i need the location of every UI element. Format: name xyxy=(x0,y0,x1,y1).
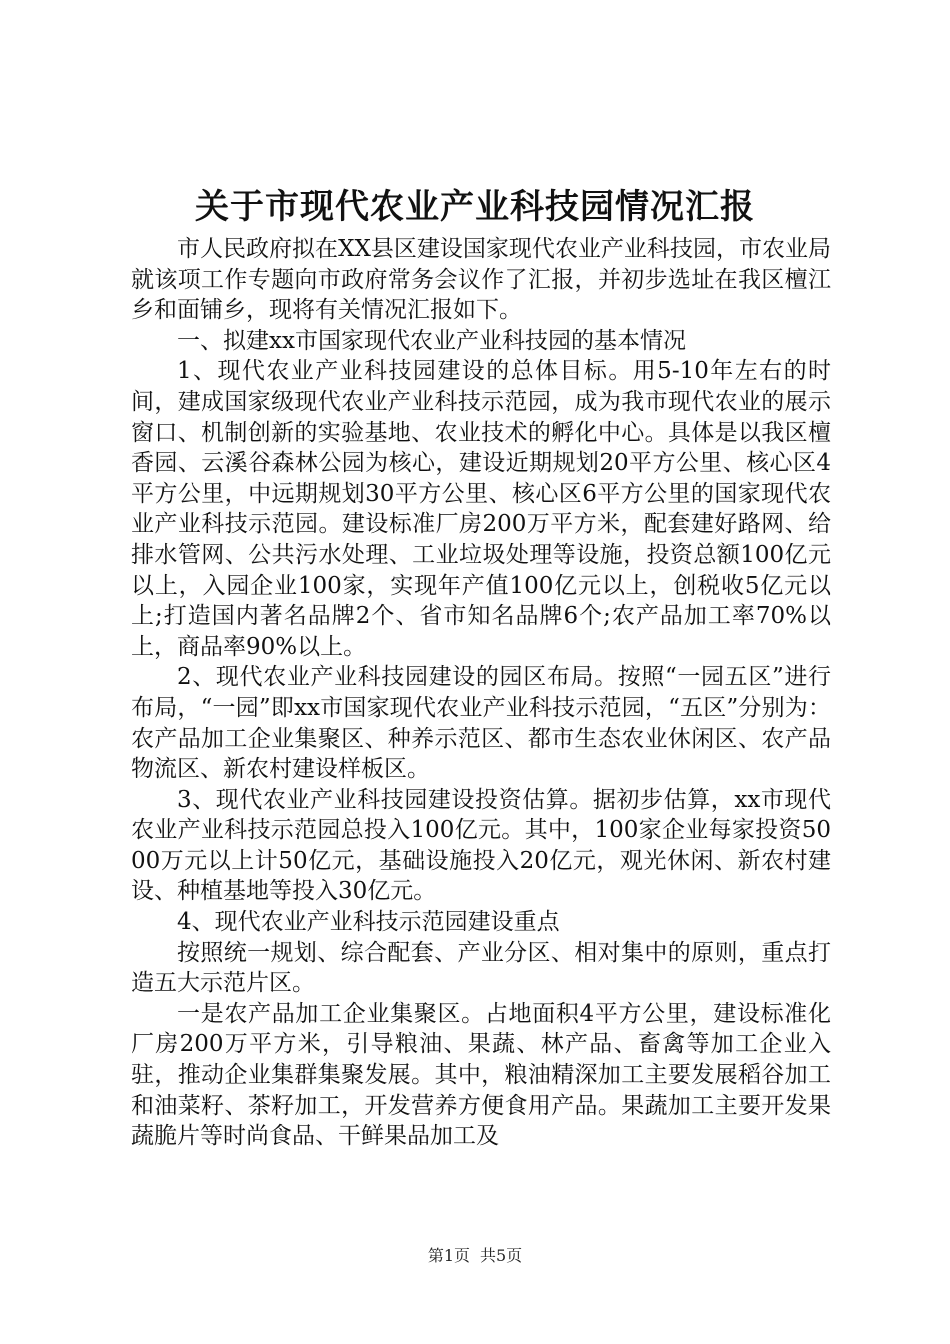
paragraph: 3、现代农业产业科技园建设投资估算。据初步估算，xx市现代农业产业科技示范园总投入100亿元。其中，100家企业每家投资5000万元以上计50亿元，基础设施投入20亿元，观光休闲、新农村建设、种植基地等投入30亿元。 xyxy=(131,786,831,905)
paragraph: 2、现代农业产业科技园建设的园区布局。按照“一园五区”进行布局，“一园”即xx市国家现代农业产业科技示范园，“五区”分别为：农产品加工企业集聚区、种养示范区、都市生态农业休闲区、农产品物流区、新农村建设样板区。 xyxy=(131,664,831,783)
document-body xyxy=(131,234,831,1152)
total-pages: 共5页 xyxy=(480,1246,523,1265)
document-title: 关于市现代农业产业科技园情况汇报 xyxy=(195,187,755,227)
paragraph: 一是农产品加工企业集聚区。占地面积4平方公里，建设标准化厂房200万平方米，引导粮油、果蔬、林产品、畜禽等加工企业入驻，推动企业集群集聚发展。其中，粮油精深加工主要发展稻谷加工和油菜籽、茶籽加工，开发营养方便食用产品。果蔬加工主要开发果蔬脆片等时尚食品、干鲜果品加工及 xyxy=(131,1000,831,1150)
subsection-heading: 4、现代农业产业科技示范园建设重点 xyxy=(177,909,560,936)
section-heading: 一、拟建xx市国家现代农业产业科技园的基本情况 xyxy=(177,327,686,354)
page-footer xyxy=(0,1246,950,1266)
paragraph: 市人民政府拟在XX县区建设国家现代农业产业科技园，市农业局就该项工作专题向市政府常务会议作了汇报，并初步选址在我区檀江乡和面铺乡，现将有关情况汇报如下。 xyxy=(131,236,831,324)
paragraph: 1、现代农业产业科技园建设的总体目标。用5-10年左右的时间，建成国家级现代农业产业科技示范园，成为我市现代农业的展示窗口、机制创新的实验基地、农业技术的孵化中心。具体是以我区檀香园、云溪谷森林公园为核心，建设近期规划20平方公里、核心区4平方公里，中远期规划30平方公里、核心区6平方公里的国家现代农业产业科技示范园。建设标准厂房200万平方米，配套建好路网、给排水管网、公共污水处理、工业垃圾处理等设施，投资总额100亿元以上，入园企业100家，实现年产值100亿元以上，创税收5亿元以上;打造国内著名品牌2个、省市知名品牌6个;农产品加工率70%以上，商品率90%以上。 xyxy=(131,358,831,660)
page-number: 第1页 xyxy=(427,1246,470,1265)
paragraph: 按照统一规划、综合配套、产业分区、相对集中的原则，重点打造五大示范片区。 xyxy=(131,939,831,997)
